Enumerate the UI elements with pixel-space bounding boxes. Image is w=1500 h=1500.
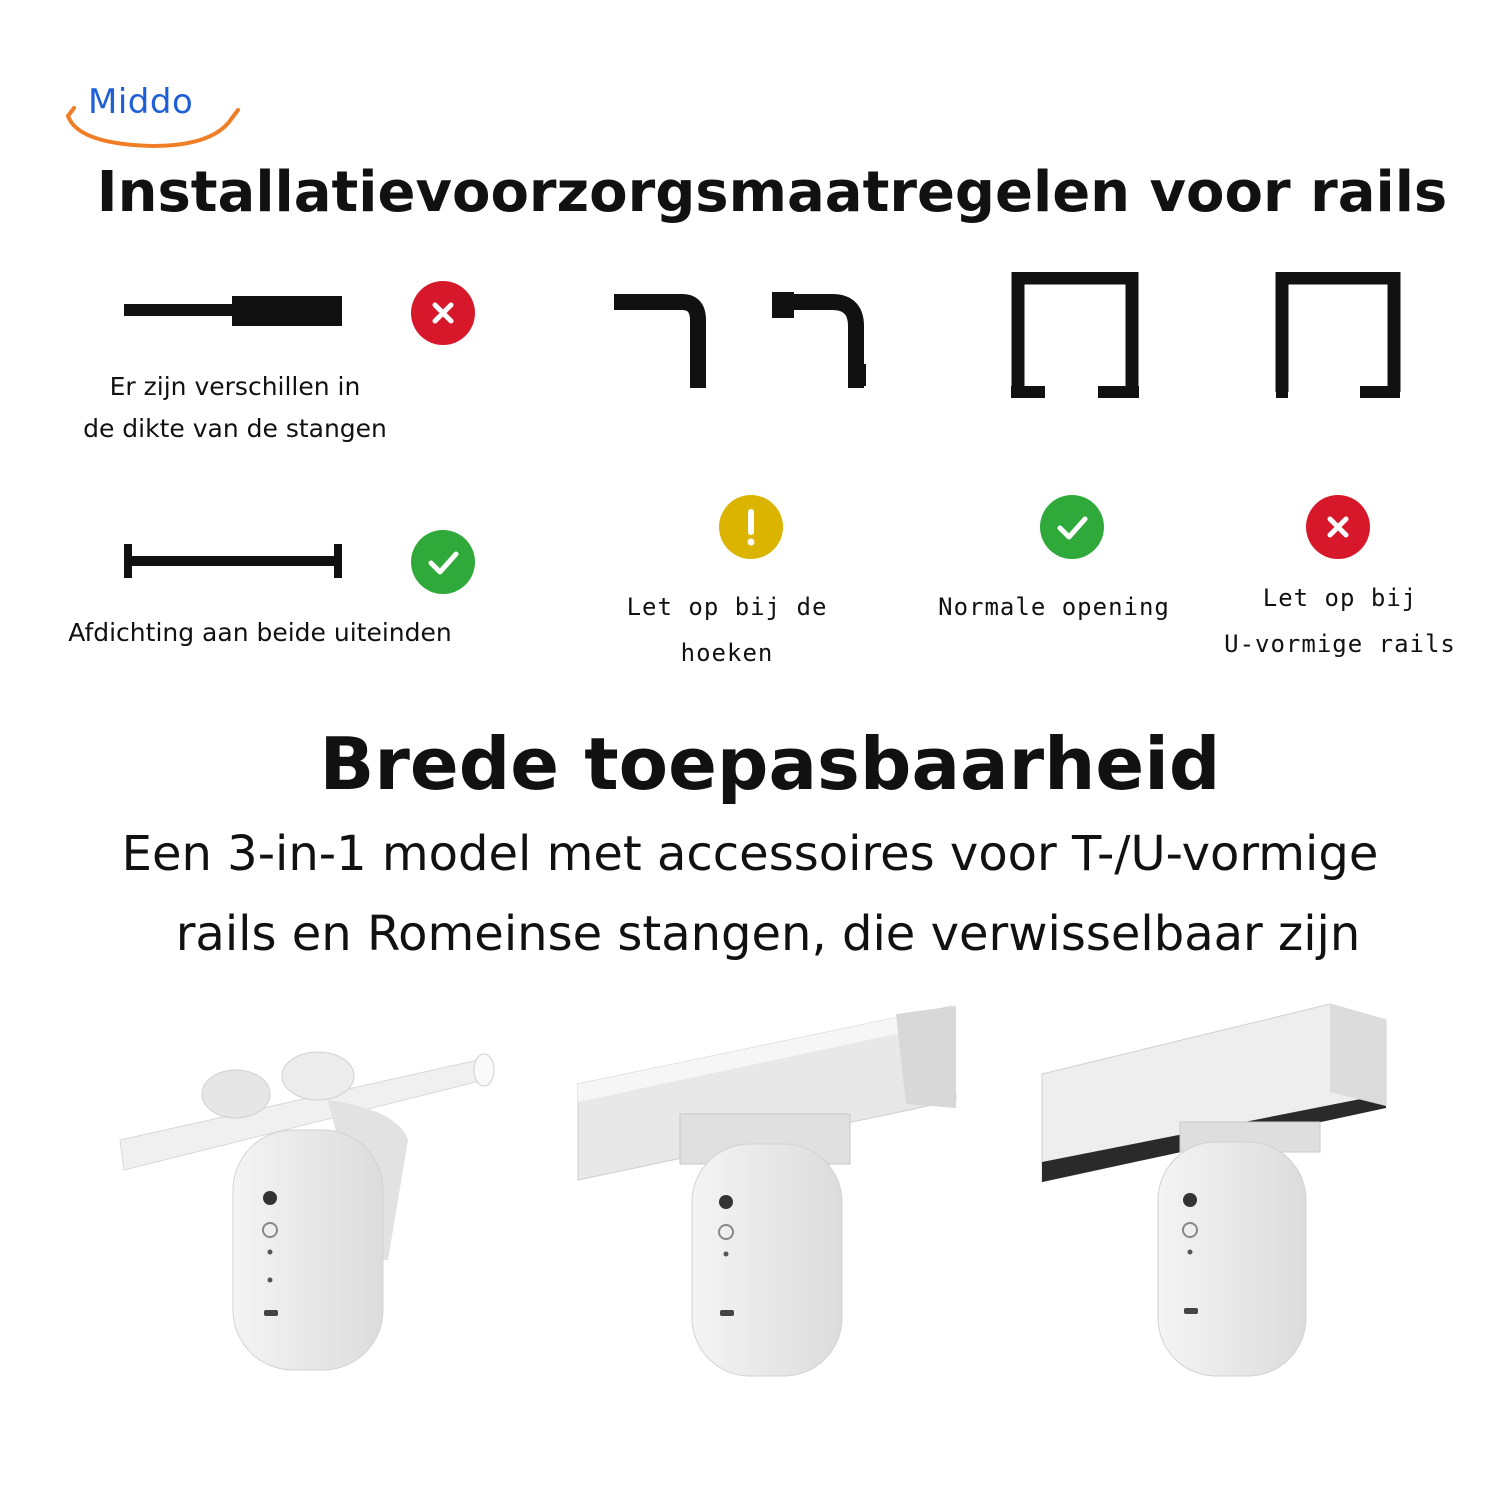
caption-line: Er zijn verschillen in xyxy=(109,372,361,401)
motor-on-roman-rod-image xyxy=(118,1030,498,1380)
motor-on-t-rail-image xyxy=(576,1004,964,1380)
check-icon xyxy=(1040,495,1104,559)
sealed-rod-illustration xyxy=(124,544,346,580)
applicability-title: Brede toepasbaarheid xyxy=(319,722,1221,806)
corner-rail-illustration xyxy=(612,290,882,392)
warning-badge-corners xyxy=(719,495,783,559)
logo-smile-icon xyxy=(64,104,244,154)
cross-icon xyxy=(411,281,475,345)
applicability-subtitle-line1: Een 3-in-1 model met accessoires voor T-/U-vormige xyxy=(121,826,1379,882)
cross-icon xyxy=(1306,495,1370,559)
check-icon xyxy=(411,530,475,594)
caption-sealed: Afdichting aan beide uiteinden xyxy=(68,618,452,647)
exclamation-icon xyxy=(719,495,783,559)
uneven-rod-illustration xyxy=(124,294,344,330)
installation-title: Installatievoorzorgsmaatregelen voor rails xyxy=(96,160,1448,225)
caption-line: Let op bij xyxy=(1262,584,1418,612)
motor-on-u-rail-image xyxy=(1040,1002,1392,1380)
caption-corners: Let op bij de hoeken xyxy=(626,593,828,667)
caption-u-rails xyxy=(1200,575,1480,667)
applicability-subtitle-line2: rails en Romeinse stangen, die verwisselbaar zijn xyxy=(175,906,1361,962)
brand-logo: Middo xyxy=(88,82,194,122)
correct-badge-normal xyxy=(1040,495,1104,559)
caption-thickness xyxy=(30,366,440,450)
u-rail-illustration xyxy=(1274,272,1404,398)
wrong-badge-thickness xyxy=(411,281,475,345)
caption-line: U-vormige rails xyxy=(1224,630,1456,658)
caption-normal: Normale opening xyxy=(938,593,1170,621)
caption-line: de dikte van de stangen xyxy=(83,414,387,443)
normal-opening-illustration xyxy=(1010,272,1140,398)
wrong-badge-u-rails xyxy=(1306,495,1370,559)
correct-badge-sealed xyxy=(411,530,475,594)
